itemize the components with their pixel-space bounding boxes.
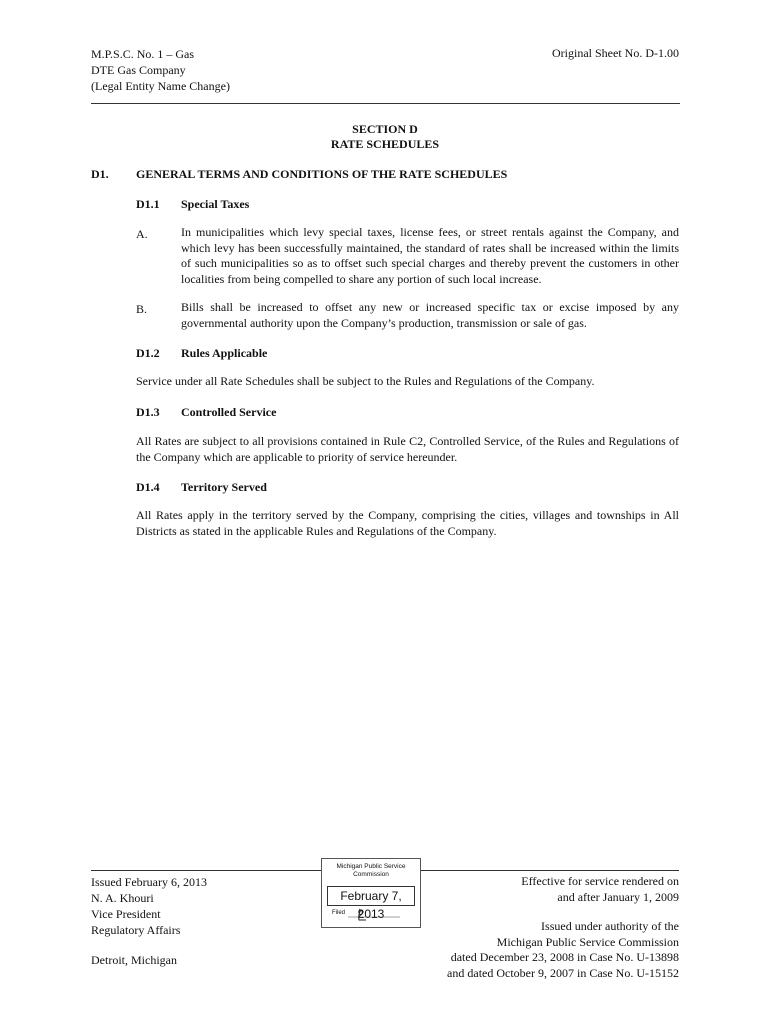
d14-text: All Rates apply in the territory served by the Company, comprising the cities, villages and townships in All Districts as stated in the applicable Rules and Regulations of the Company. [136, 508, 679, 538]
section-subtitle: RATE SCHEDULES [330, 137, 440, 151]
header-left [91, 46, 230, 94]
stamp-title [322, 863, 420, 879]
footer-rule-left [91, 870, 321, 871]
d14-number: D1.4 [136, 480, 160, 494]
authority-line3: dated December 23, 2008 in Case No. U-13898 [450, 950, 679, 964]
authority-line2: Michigan Public Service Commission [496, 934, 679, 949]
authority-line4: and dated October 9, 2007 in Case No. U-15152 [447, 965, 679, 980]
stamp-signature-icon [346, 905, 402, 923]
d12-text: Service under all Rate Schedules shall be subject to the Rules and Regulations of the Company. [136, 374, 595, 388]
effective-line1: Effective for service rendered on [521, 874, 679, 888]
stamp-filed-label: Filed [332, 910, 346, 916]
section-title: SECTION D [352, 122, 418, 136]
d12-number: D1.2 [136, 346, 160, 360]
d12-title: Rules Applicable [181, 346, 268, 360]
item-a-text: In municipalities which levy special taxes, license fees, or street rentals against the Company, and which levy has been successfully maintained, the standard of rates shall be increased within the limits of such municipalities so as to offset such special charges and thereby prevent the customers in other localities from being compelled to share any portion of such local increase. [181, 225, 679, 286]
stamp-date: February 7, 2013 [327, 886, 415, 906]
footer-rule-right [419, 870, 679, 871]
effective-line2: and after January 1, 2009 [557, 889, 679, 904]
footer-left [91, 874, 207, 968]
authority-line1: Issued under authority of the [541, 919, 679, 933]
authority-block [447, 919, 679, 981]
filing-stamp [321, 858, 421, 928]
header-rule [91, 103, 680, 104]
stamp-line1: Michigan Public Service [336, 863, 406, 870]
issuing-city: Detroit, Michigan [91, 953, 177, 967]
company-name: DTE Gas Company [91, 63, 186, 77]
effective-block [521, 874, 679, 905]
d13-number: D1.3 [136, 405, 160, 419]
item-a-label: A. [136, 227, 148, 241]
d11-number: D1.1 [136, 197, 160, 211]
issued-date: Issued February 6, 2013 [91, 875, 207, 889]
signatory-title: Vice President [91, 907, 161, 921]
d13-text: All Rates are subject to all provisions contained in Rule C2, Controlled Service, of the Rules and Regulations of the Company which are applicable to priority of service hereunder. [136, 434, 679, 464]
d1-number: D1. [91, 167, 109, 181]
sheet-number: Original Sheet No. D-1.00 [552, 46, 679, 60]
stamp-line2: Commission [353, 871, 389, 878]
d11-title: Special Taxes [181, 197, 250, 211]
item-b-label: B. [136, 302, 148, 316]
name-change-note: (Legal Entity Name Change) [91, 79, 230, 93]
d13-title: Controlled Service [181, 405, 277, 419]
d14-title: Territory Served [181, 480, 267, 494]
signatory-name: N. A. Khouri [91, 891, 154, 905]
signatory-dept: Regulatory Affairs [91, 923, 181, 937]
d1-title: GENERAL TERMS AND CONDITIONS OF THE RATE SCHEDULES [136, 167, 508, 181]
item-b-text: Bills shall be increased to offset any new or increased specific tax or excise imposed by any governmental authority upon the Company’s production, transmission or sale of gas. [181, 300, 679, 330]
tariff-number: M.P.S.C. No. 1 – Gas [91, 47, 195, 61]
